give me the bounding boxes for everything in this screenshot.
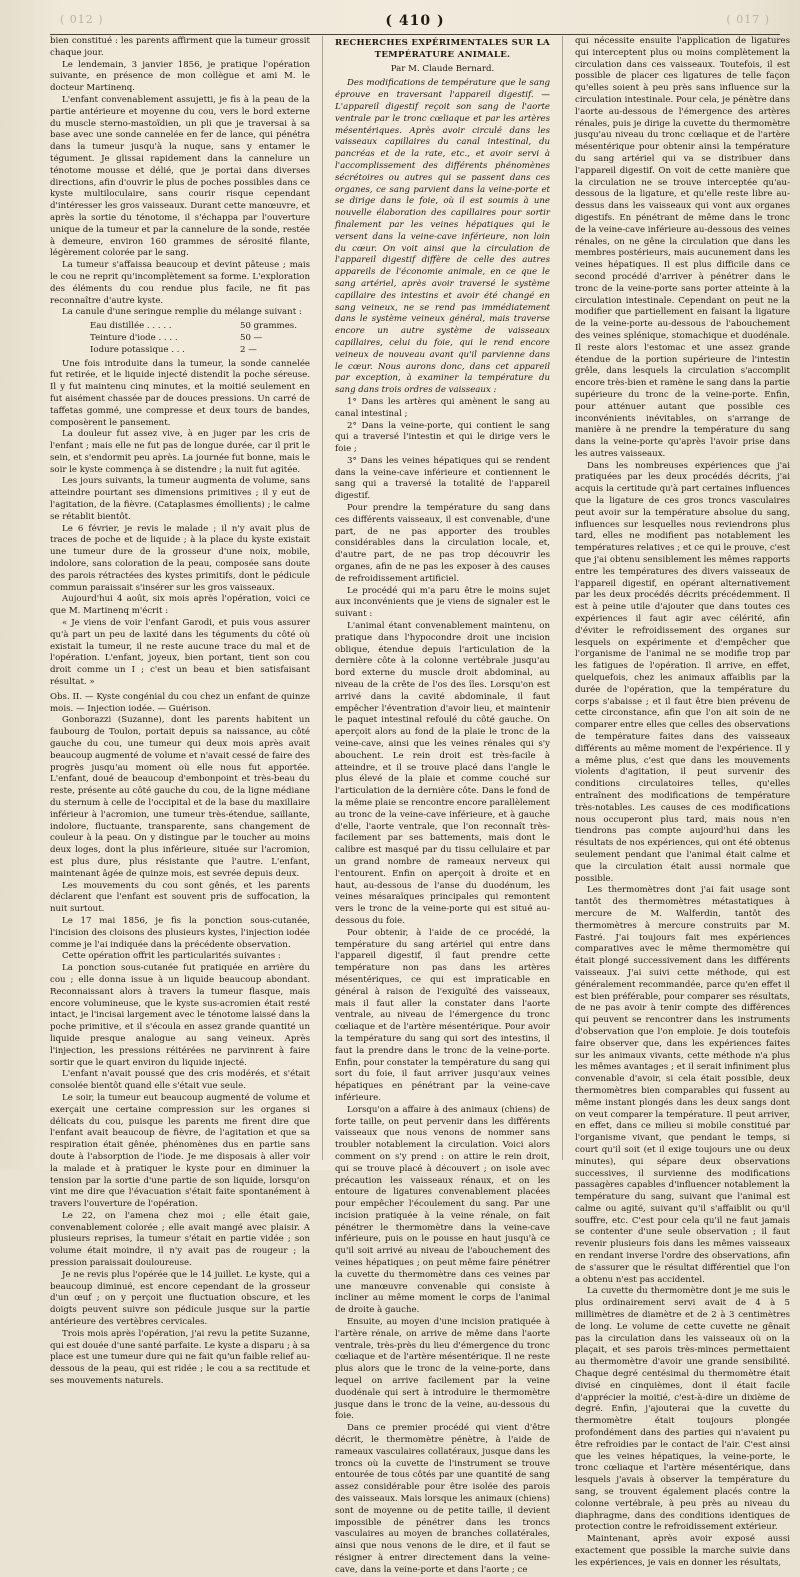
page-header: [50, 10, 780, 32]
list-item: 1° Dans les artères qui amènent le sang au canal intestinal ;: [335, 396, 550, 419]
paragraph: bien constitué : les parents affirment que la tumeur grossit chaque jour.: [50, 36, 310, 58]
paragraph: Le soir, la tumeur eut beaucoup augmenté de volume et exerçait une certaine compression sur les organes si délicats du cou, puisque les parents me firent dire que l'enfant avait beaucoup de fièvre, de l'agitation et que sa respiration était gênée, phénomènes dus en partie sans doute à l'absorption de l'iode. Je me disposais à aller voir la malade et à pratiquer le kyste pour en diminuer la tension par la sortie d'une partie de son liquide, lorsqu'on vint me dire que l'évacuation s'était faite spontanément à travers l'ouverture de l'opération.: [50, 1092, 310, 1210]
paragraph: L'animal étant convenablement maintenu, on pratique dans l'hypocondre droit une incision oblique, étendue depuis l'articulation de la dernière côte à la colonne vertébrale jusqu'au bord externe du muscle droit abdominal, au niveau de la crête de l'os des îles. Lorsqu'on est arrivé dans la cavité abdominale, il faut empêcher l'éventration d'avoir lieu, et maintenir le paquet intestinal refoulé du côté gauche. On aperçoit alors au fond de la plaie le tronc de la veine-cave, ainsi que les veines rénales qui s'y abouchent. Le rein droit est très-facile à atteindre, et il se trouve placé dans l'angle le plus élevé de la plaie et comme couché sur l'articulation de la dernière côte. Dans le fond de la même plaie se rencontre encore parallèlement au tronc de la veine-cave inférieure, et à gauche d'elle, l'aorte ventrale, que l'on reconnaît très-facilement par ses battements, mais dont le calibre est masqué par du tissu cellulaire et par un grand nombre de rameaux nerveux qui l'entourent. Enfin on aperçoit à droite et en haut, au-dessous de l'anse du duodénum, les veines mésaraïques principales qui remontent vers le tronc de la veine-porte qui est situé au-dessous du foie.: [335, 621, 550, 926]
paragraph: Des modifications de température que le sang éprouve en traversant l'appareil digestif. — L'appareil digestif reçoit son sang de l'aorte ventrale par le tronc cœliaque et par les artères mésentériques. Après avoir circulé dans les vaisseaux capillaires du canal intestinal, du pancréas et de la rate, etc., et avoir servi à l'accomplissement des différents phénomènes sécrétoires ou autres qui se passent dans ces organes, ce sang parvient dans la veine-porte et se dirige dans le foie, où il est soumis à une nouvelle élaboration des capillaires pour sortir finalement par les veines hépatiques qui le versent dans la veine-cave inférieure, non loin du cœur. On voit ainsi que la circulation de l'appareil digestif diffère de celle des autres appareils de l'économie animale, en ce que le sang artériel, après avoir traversé le système capillaire des intestins et avoir été changé en sang veineux, ne se rend pas immédiatement dans le système veineux général, mais traverse encore un autre système de vaisseaux capillaires, celui du foie, qui le rend encore veineux de nouveau avant qu'il parvienne dans le cœur. Nous aurons donc, dans cet appareil par exception, à examiner la température du sang dans trois ordres de vaisseaux :: [335, 78, 550, 396]
paragraph: Le 6 février, je revis le malade ; il n'y avait plus de traces de poche et de liquide ; à la place du kyste existait une tumeur dure de la grosseur d'une noix, mobile, indolore, sans coloration de la peau, composée sans doute des parois rétractées des kystes primitifs, dont le pédicule commun paraissait s'insérer sur les gros vaisseaux.: [50, 523, 310, 593]
paragraph: Maintenant, après avoir exposé aussi exactement que possible la marche suivie dans les expériences, je vais en donner les résultats,: [575, 1534, 790, 1568]
recipe-quantity: 50 grammes.: [240, 321, 297, 332]
list-item: 3° Dans les veines hépatiques qui se rendent dans la veine-cave inférieure et contiennent le sang qui a traversé la totalité de l'appareil digestif.: [335, 455, 550, 502]
paragraph: Les mouvements du cou sont gênés, et les parents déclarent que l'enfant est souvent pris de suffocation, la nuit surtout.: [50, 880, 310, 915]
paragraph: Les thermomètres dont j'ai fait usage sont tantôt des thermomètres métastatiques à mercure de M. Walferdin, tantôt des thermomètres à mercure construits par M. Fastré. J'ai toujours fait mes expériences comparatives avec le même thermomètre qui était plongé successivement dans les différents vaisseaux. J'ai suivi cette méthode, qui est généralement recommandée, parce qu'en effet il est bien préférable, pour comparer ses résultats, de ne pas avoir à tenir compte des différences qui peuvent se rencontrer dans les instruments d'observation que l'on emploie. Je dois toutefois faire observer que, dans les expériences faites sur les animaux vivants, cette méthode n'a plus les mêmes avantages ; et il serait infiniment plus convenable d'avoir, si cela était possible, deux thermomètres bien comparables qui fussent au même instant plongés dans les deux sangs dont on veut comparer la température. Il peut arriver, en effet, dans ce milieu si mobile constitué par l'organisme vivant, que pendant le temps, si court qu'il soit (et il exige toujours une ou deux minutes), qui sépare deux observations successives, il survienne des modifications passagères capables d'influencer notablement la température du sang, suivant que l'animal est calme ou agité, suivant qu'il s'affaiblit ou qu'il souffre, etc. C'est pour cela qu'il ne faut jamais se contenter d'une seule observation ; il faut revenir plusieurs fois dans les mêmes vaisseaux en rendant inverse l'ordre des observations, afin de s'assurer que le résultat différentiel que l'on a obtenu n'est pas accidentel.: [575, 885, 790, 1285]
text-columns: [50, 36, 790, 1575]
paragraph: Le 17 mai 1856, je fis la ponction sous-cutanée, l'incision des cloisons des plusieurs kystes, l'injection iodée comme je l'ai indiquée dans la précédente observation.: [50, 915, 310, 950]
paragraph: Dans les nombreuses expériences que j'ai pratiquées par les deux procédés décrits, j'ai acquis la certitude qu'à part certaines influences que la ligature de ces gros troncs vasculaires peut avoir sur la température absolue du sang, influences sur lesquelles nous reviendrons plus tard, elles ne modifient pas notablement les températures relatives ; et ce qui le prouve, c'est que j'ai obtenu sensiblement les mêmes rapports entre les températures des divers vaisseaux de l'appareil digestif, en opérant alternativement par les deux procédés décrits précédemment. Il est à peine utile d'ajouter que dans toutes ces expériences il faut agir avec célérité, afin d'éviter le refroidissement des organes sur lesquels on expérimente et d'empêcher que l'organisme de l'animal ne se modifie trop par les fatigues de l'opération. Il arrive, en effet, quelquefois, chez les animaux affaiblis par la durée de l'opération, que la température du corps s'abaisse ; et il faut être bien prévenu de cette circonstance, afin que l'on ait soin de ne comparer entre elles que celles des observations de température faites dans des vaisseaux différents au même moment de l'expérience. Il y a même plus, c'est que dans les mouvements violents d'agitation, il peut survenir des conditions circulatoires telles, qu'elles entraînent des modifications de température très-notables. Les causes de ces modifications nous occuperont plus tard, mais nous n'en tiendrons pas compte aujourd'hui dans les résultats de nos expériences, qui ont été obtenus seulement pendant que l'animal était calme et que la circulation était aussi normale que possible.: [575, 460, 790, 884]
page-number: ( 410 ): [385, 13, 445, 29]
recipe-ingredient: Eau distillée . . . . .: [90, 321, 172, 332]
paragraph: Dans ce premier procédé qui vient d'être décrit, le thermomètre pénètre, à l'aide de rameaux vasculaires collatéraux, jusque dans les troncs où la cuvette de l'instrument se trouve entourée de tous côtés par une quantité de sang assez considérable pour être isolée des parois des vaisseaux. Mais lorsque les animaux (chiens) sont de moyenne ou de petite taille, il devient impossible de pénétrer dans les troncs vasculaires au moyen de branches collatérales, ainsi que nous venons de le dire, et il faut se résigner à entrer directement dans la veine-cave, dans la veine-porte et dans l'aorte ; ce: [335, 1423, 550, 1575]
paragraph: La canule d'une seringue remplie du mélange suivant :: [62, 307, 302, 318]
paragraph: Trois mois après l'opération, j'ai revu la petite Suzanne, qui est douée d'une santé parfaite. Le kyste a disparu ; à sa place est une tumeur dure qui ne fait qu'un faible relief au-dessous de la peau, qui est ridée ; le cou a sa rectitude et ses mouvements naturels.: [50, 1328, 310, 1387]
paragraph: Ensuite, au moyen d'une incision pratiquée à l'artère rénale, on arrive de même dans l'aorte ventrale, très-près du lieu d'émergence du tronc cœliaque et de l'artère mésentérique. Il ne reste plus alors que le tronc de la veine-porte, dans lequel on arrive facilement par la veine duodénale qui sert à introduire le thermomètre jusque dans le tronc de la veine, au-dessous du foie.: [335, 1317, 550, 1422]
paragraph: Le 22, on l'amena chez moi ; elle était gaie, convenablement colorée ; elle avait mangé avec plaisir. A plusieurs reprises, la tumeur s'était en partie vidée ; son volume était moindre, il n'y avait pas de rougeur ; la pression paraissait douloureuse.: [50, 1210, 310, 1269]
injection-recipe: [90, 321, 310, 356]
paragraph: qui nécessite ensuite l'application de ligatures qui interceptent plus ou moins complètement la circulation dans ces vaisseaux. Toutefois, il est possible de placer ces ligatures de telle façon qu'elles soient à peu près sans influence sur la circulation intestinale. Pour cela, je pénètre dans l'aorte au-dessous de l'émergence des artères rénales, puis je dirige la cuvette du thermomètre jusqu'au niveau du tronc cœliaque et de l'artère mésentérique pour obtenir ainsi la température du sang artériel qui va se distribuer dans l'appareil digestif. On voit de cette manière que la circulation ne se trouve interceptée qu'au-dessous de la ligature, et qu'elle reste libre au-dessus dans les vaisseaux qui vont aux organes digestifs. En pénétrant de même dans le tronc de la veine-cave inférieure au-dessous des veines rénales, on ne gêne la circulation que dans les membres postérieurs, mais aucunement dans les veines hépatiques. Il est plus difficile dans ce second procédé d'arriver à pénétrer dans le tronc de la veine-porte sans porter atteinte à la circulation intestinale. Cependant on peut ne la modifier que partiellement en faisant la ligature de la veine-porte au-dessous de l'abouchement des veines splénique, stomachique et duodénale. Il reste alors l'estomac et une assez grande étendue de la portion supérieure de l'intestin grêle, dans lesquels la circulation s'accomplit encore très-bien et ramène le sang dans la partie supérieure du tronc de la veine-porte. Enfin, pour atténuer autant que possible ces inconvénients inévitables, on s'arrange de manière à ne prendre la température du sang dans la veine-porte qu'après l'avoir prise dans les autres vaisseaux.: [575, 36, 790, 459]
paragraph: Pour obtenir, à l'aide de ce procédé, la température du sang artériel qui entre dans l'appareil digestif, il faut prendre cette température non pas dans les artères mésentériques, ce qui est impraticable en général à raison de l'exiguïté des vaisseaux, mais il faut aller la constater dans l'aorte ventrale, au niveau de l'émergence du tronc cœliaque et de l'artère mésentérique. Pour avoir la température du sang qui sort des intestins, il faut la prendre dans le tronc de la veine-porte. Enfin, pour constater la température du sang qui sort du foie, il faut arriver jusqu'aux veines hépatiques en pénétrant par la veine-cave inférieure.: [335, 927, 550, 1103]
column-divider: [322, 36, 323, 1160]
article-byline: Par M. Claude Bernard.: [390, 63, 495, 74]
paragraph: Pour prendre la température du sang dans ces différents vaisseaux, il est convenable, d'une part, de ne pas apporter des troubles considérables dans la circulation locale, et, d'autre part, de ne pas trop découvrir les organes, afin de ne pas les exposer à des causes de refroidissement artificiel.: [335, 503, 550, 584]
list-item: 2° Dans la veine-porte, qui contient le sang qui a traversé l'intestin et qui le dirige vers le foie ;: [335, 420, 550, 455]
paragraph: Cette opération offrit les particularités suivantes :: [62, 951, 281, 962]
paragraph: La douleur fut assez vive, à en juger par les cris de l'enfant ; mais elle ne fut pas de longue durée, car il prit le sein, et s'endormit peu après. La journée fut bonne, mais le soir le kyste commença à se distendre ; la nuit fut agitée.: [50, 429, 310, 475]
recipe-line: [90, 321, 310, 333]
column-left: [50, 36, 311, 1387]
column-divider: [562, 36, 563, 1160]
recipe-quantity: 50 —: [240, 332, 263, 343]
column-right: [575, 36, 790, 1568]
paragraph: Je ne revis plus l'opérée que le 14 juillet. Le kyste, qui a beaucoup diminué, est encore cependant de la grosseur d'un œuf ; on y perçoit une fluctuation obscure, et les doigts peuvent suivre son pédicule jusque sur la partie antérieure des vertèbres cervicales.: [50, 1269, 310, 1328]
paragraph: L'enfant n'avait poussé que des cris modérés, et s'était consolée bientôt quand elle s'était vue seule.: [50, 1069, 310, 1092]
recipe-quantity: 2 —: [240, 344, 257, 355]
recipe-ingredient: Iodure potassique . . .: [90, 344, 185, 355]
bleed-through-folio-right: ( 017 ): [726, 13, 770, 26]
paragraph: La ponction sous-cutanée fut pratiquée en arrière du cou ; elle donna issue à un liquide beaucoup abondant. Reconnaissant alors à travers la tumeur flasque, mais encore volumineuse, que le kyste sus-acromien était resté intact, je l'incisai largement avec le ténotome laissé dans la poche primitive, et il s'écoula en assez grande quantité un liquide presque analogue au sang veineux. Après l'injection, les pressions réitérées ne parvinrent à faire sortir que le quart environ du liquide injecté.: [50, 963, 311, 1068]
paragraph: Aujourd'hui 4 août, six mois après l'opération, voici ce que M. Martinenq m'écrit :: [50, 594, 310, 617]
paragraph: Les jours suivants, la tumeur augmenta de volume, sans atteindre pourtant ses dimensions primitives ; il y eut de l'agitation, de la fièvre. (Cataplasmes émollients) ; le calme se rétablit bientôt.: [50, 476, 310, 522]
recipe-ingredient: Teinture d'iode . . . .: [90, 332, 178, 343]
paragraph: La cuvette du thermomètre dont je me suis le plus ordinairement servi avait de 4 à 5 millimètres de diamètre et de 2 à 3 centimètres de long. Le volume de cette cuvette ne gênait pas la circulation dans les vaisseaux où on la plaçait, et ses parois très-minces permettaient au thermomètre d'avoir une grande sensibilité. Chaque degré centésimal du thermomètre était divisé en cinquièmes, dont il était facile d'apprécier la moitié, c'est-à-dire un dixième de degré. Enfin, j'ajouterai que la cuvette du thermomètre était toujours plongée profondément dans des parties qui n'avaient pu être refroidies par le contact de l'air. C'est ainsi que les veines hépatiques, la veine-porte, le tronc cœliaque et l'artère mésentérique, dans lesquels j'avais à observer la température du sang, se trouvent également placés contre la colonne vertébrale, à peu près au niveau du diaphragme, dans des conditions identiques de protection contre le refroidissement extérieur.: [575, 1286, 790, 1533]
recipe-line: [90, 333, 310, 345]
quotation: « Je viens de voir l'enfant Garodi, et puis vous assurer qu'à part un peu de laxité dans les téguments du côté où existait la tumeur, il ne reste aucune trace du mal et de l'opération. L'enfant, joyeux, bien portant, tient son cou droit comme un I ; c'est un beau et bien satisfaisant résultat. »: [50, 618, 310, 688]
paragraph: L'enfant convenablement assujetti, je fis à la peau de la partie antérieure et moyenne du cou, vers le bord externe du muscle sterno-mastoïdien, un pli que je traversai à sa base avec une sonde cannelée en fer de lance, qui pénétra dans la tumeur jusqu'à la nuque, sans y entamer le tégument. Je glissai rapidement dans la cannelure un ténotome mousse et délié, que je portai dans diverses directions, afin d'ouvrir le plus de poches possibles dans ce kyste multiloculaire, sans courir risque cependant d'intéresser les gros vaisseaux. Durant cette manœuvre, et après la sortie du ténotome, il s'échappa par l'ouverture unique de la tumeur et par la cannelure de la sonde, restée à demeure, environ 160 grammes de sérosité filante, légèrement colorée par le sang.: [50, 94, 310, 259]
observation-heading: Obs. II. — Kyste congénial du cou chez un enfant de quinze mois. — Injection iodée. — Guérison.: [50, 691, 310, 714]
paragraph: Lorsqu'on a affaire à des animaux (chiens) de forte taille, on peut pervenir dans les différents vaisseaux que nous venons de nommer sans troubler notablement la circulation. Voici alors comment on s'y prend : on attire le rein droit, qui se trouve placé à découvert ; on isole avec précaution les vaisseaux rénaux, et on les entoure de ligatures convenablement placées pour empêcher l'écoulement du sang. Par une incision pratiquée à la veine rénale, on fait pénétrer le thermomètre dans la veine-cave inférieure, puis on le pousse en haut jusqu'à ce qu'il soit arrivé au niveau de l'abouchement des veines hépatiques ; on peut même faire pénétrer la cuvette du thermomètre dans ces veines par une manœuvre convenable qui consiste à incliner au même moment le corps de l'animal de droite à gauche.: [335, 1104, 550, 1316]
paragraph: Le procédé qui m'a paru être le moins sujet aux inconvénients que je viens de signaler est le suivant :: [335, 585, 550, 620]
column-middle: [335, 36, 550, 1575]
bleed-through-folio-left: ( 012 ): [60, 13, 104, 26]
paragraph: Une fois introduite dans la tumeur, la sonde cannelée fut retirée, et le liquide injecté distendit la poche séreuse. Il y fut maintenu cinq minutes, et la moitié seulement en fut aisément chassée par de douces pressions. Un carré de taffetas gommé, une compresse et deux tours de bandes, composèrent le pansement.: [50, 358, 310, 428]
recipe-line: [90, 345, 310, 357]
article-title: RECHERCHES EXPÉRIMENTALES SUR LA TEMPÉRATURE ANIMALE.: [335, 38, 550, 60]
header-rule: [50, 34, 780, 35]
paragraph: Gonborazzi (Suzanne), dont les parents habitent un faubourg de Toulon, portait depuis sa naissance, au côté gauche du cou, une tumeur qui deux mois après avait beaucoup augmenté de volume et n'avait cessé de faire des progrès jusqu'au moment où elle nous fut apportée. L'enfant, doué de beaucoup d'embonpoint et très-beau du reste, présente au côté gauche du cou, de la ligne médiane du sternum à celle de l'occipital et de la base du maxillaire inférieur à l'acromion, une tumeur très-étendue, saillante, indolore, fluctuante, transparente, sans changement de couleur à la peau. On y distingue par le toucher au moins deux loges, dont la plus inférieure, située sur l'acromion, est plus dure, plus résistante que l'autre. L'enfant, maintenant âgée de quinze mois, est sevrée depuis deux.: [50, 715, 310, 879]
paragraph: La tumeur s'affaissa beaucoup et devint pâteuse ; mais le cou ne reprit qu'incomplètement sa forme. L'exploration des éléments du cou rendue plus facile, ne fit pas reconnaître d'autre kyste.: [50, 260, 310, 306]
paragraph: Le lendemain, 3 janvier 1856, je pratique l'opération suivante, en présence de mon collègue et ami M. le docteur Martinenq.: [50, 59, 310, 94]
